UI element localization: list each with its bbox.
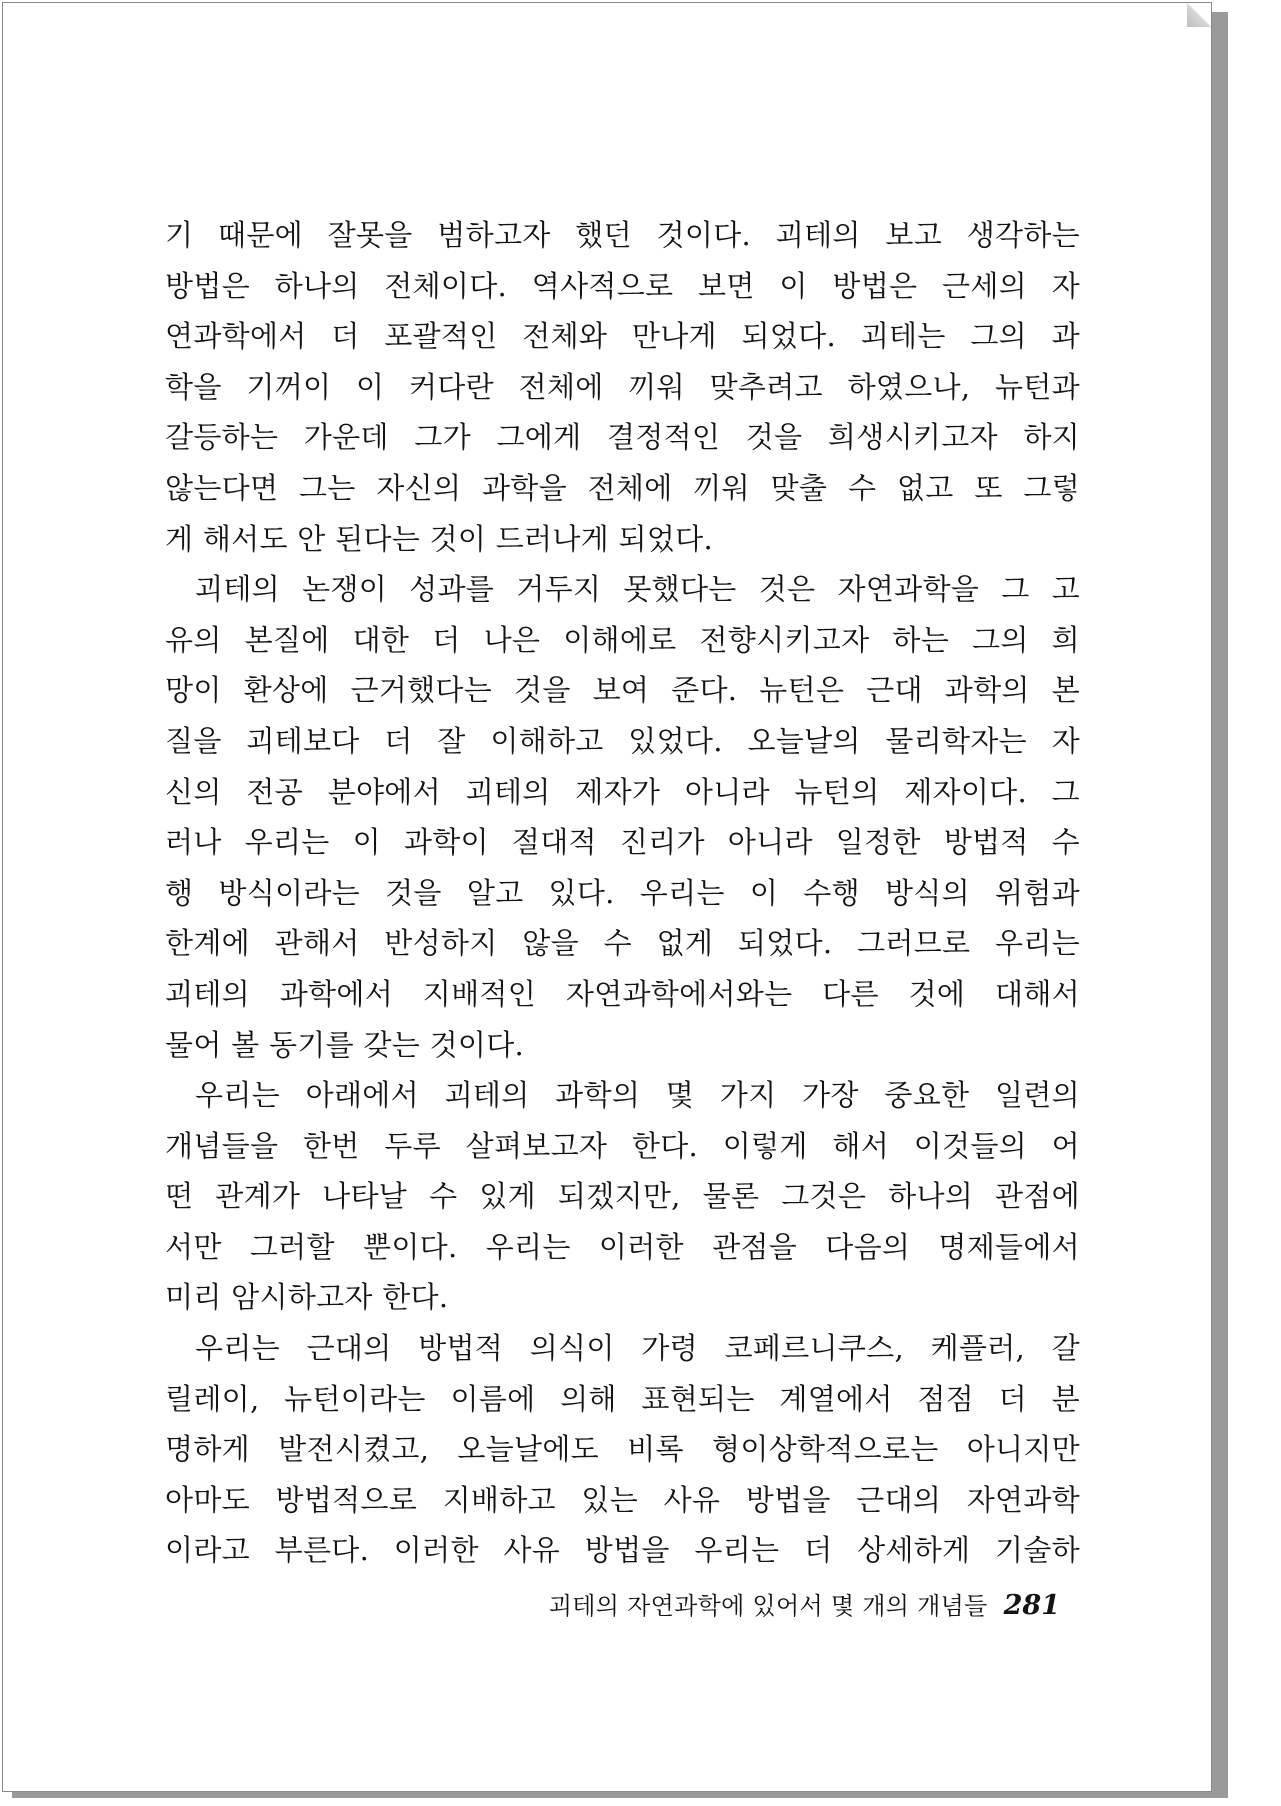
text-line: 방법은 하나의 전체이다. 역사적으로 보면 이 방법은 근세의 자 [165, 268, 1080, 303]
paragraph-first-line: 괴테의 논쟁이 성과를 거두지 못했다는 것은 자연과학을 그 고 [195, 572, 1080, 607]
text-line: 개념들을 한번 두루 살펴보고자 한다. 이렇게 해서 이것들의 어 [165, 1128, 1080, 1163]
text-line: 않는다면 그는 자신의 과학을 전체에 끼워 맞출 수 없고 또 그렇 [165, 470, 1080, 505]
text-line: 갈등하는 가운데 그가 그에게 결정적인 것을 희생시키고자 하지 [165, 420, 1080, 455]
text-line: 신의 전공 분야에서 괴테의 제자가 아니라 뉴턴의 제자이다. 그 [165, 774, 1080, 809]
text-line: 유의 본질에 대한 더 나은 이해에로 전향시키고자 하는 그의 희 [165, 622, 1080, 657]
text-line: 게 해서도 안 된다는 것이 드러나게 되었다. [165, 521, 713, 556]
text-line: 학을 기꺼이 이 커다란 전체에 끼워 맞추려고 하였으나, 뉴턴과 [165, 369, 1080, 404]
text-line: 한계에 관해서 반성하지 않을 수 없게 되었다. 그러므로 우리는 [165, 926, 1080, 961]
page-footer [440, 1586, 1060, 1626]
paragraph-first-line: 우리는 근대의 방법적 의식이 가령 코페르니쿠스, 케플러, 갈 [195, 1331, 1080, 1366]
body-text [165, 210, 1080, 1576]
page-corner-fold [1187, 3, 1211, 27]
text-line: 릴레이, 뉴턴이라는 이름에 의해 표현되는 계열에서 점점 더 분 [165, 1381, 1080, 1416]
text-line: 물어 볼 동기를 갖는 것이다. [165, 1027, 525, 1062]
text-line: 연과학에서 더 포괄적인 전체와 만나게 되었다. 괴테는 그의 과 [165, 319, 1080, 354]
text-line: 러나 우리는 이 과학이 절대적 진리가 아니라 일정한 방법적 수 [165, 825, 1080, 860]
text-line: 괴테의 과학에서 지배적인 자연과학에서와는 다른 것에 대해서 [165, 976, 1080, 1011]
page-number: 281 [1003, 1590, 1060, 1621]
text-line: 떤 관계가 나타날 수 있게 되겠지만, 물론 그것은 하나의 관점에 [165, 1179, 1080, 1214]
running-title: 괴테의 자연과학에 있어서 몇 개의 개념들 [548, 1592, 988, 1620]
text-line: 미리 암시하고자 한다. [165, 1280, 449, 1315]
text-line: 망이 환상에 근거했다는 것을 보여 준다. 뉴턴은 근대 과학의 본 [165, 673, 1080, 708]
text-line: 아마도 방법적으로 지배하고 있는 사유 방법을 근대의 자연과학 [165, 1482, 1080, 1517]
text-line: 행 방식이라는 것을 알고 있다. 우리는 이 수행 방식의 위험과 [165, 875, 1080, 910]
text-line: 서만 그러할 뿐이다. 우리는 이러한 관점을 다음의 명제들에서 [165, 1229, 1080, 1264]
text-line: 기 때문에 잘못을 범하고자 했던 것이다. 괴테의 보고 생각하는 [165, 218, 1080, 252]
text-line: 명하게 발전시켰고, 오늘날에도 비록 형이상학적으로는 아니지만 [165, 1432, 1080, 1467]
text-line: 이라고 부른다. 이러한 사유 방법을 우리는 더 상세하게 기술하 [165, 1533, 1080, 1568]
paragraph-first-line: 우리는 아래에서 괴테의 과학의 몇 가지 가장 중요한 일련의 [195, 1078, 1080, 1113]
text-line: 질을 괴테보다 더 잘 이해하고 있었다. 오늘날의 물리학자는 자 [165, 723, 1080, 758]
